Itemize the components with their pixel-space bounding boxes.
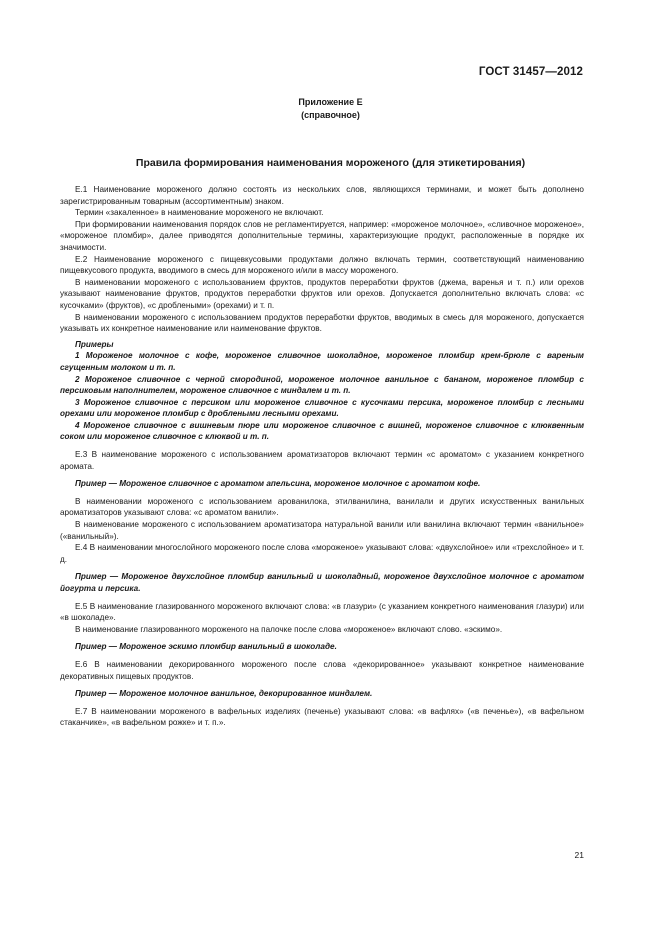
paragraph-e3: Е.3 В наименование мороженого с использованием ароматизаторов включают термин «с ароматом» с указанием конкретного аромата. [60,450,584,471]
example-item: 1 Мороженое молочное с кофе, мороженое сливочное шоколадное, мороженое пломбир крем-брюле с вареным сгущенным молоком и т. п. [60,351,584,372]
paragraph-e5: Е.5 В наименование глазированного мороженого включают слова: «в глазури» (с указанием конкретного наименования глазури) или «в шоколаде». [60,601,584,623]
standard-number: ГОСТ 31457—2012 [478,66,583,78]
page-number: 21 [574,850,584,860]
paragraph-e7: Е.7 В наименовании мороженого в вафельных изделиях (печенье) указывают слова: «в вафлях» («в печенье»), «в вафельном стаканчике», «в вафельном рожке» и т. п.». [60,706,584,728]
appendix-subtitle: (справочное) [301,110,360,120]
paragraph-e2: Е.2 Наименование мороженого с пищевкусовыми продуктами должно включать термин, соответствующий наименованию пищевкусового продукта, вводимого в смесь для мороженого и/или в массу мороженого. [60,254,584,276]
example-note: Пример — Мороженое двухслойное пломбир ванильный и шоколадный, мороженое двухслойное молочное с ароматом йогурта и персика. [60,572,584,593]
example-item: 2 Мороженое сливочное с черной смородиной, мороженое молочное ванильное с бананом, мороженое пломбир с персиковым наполнителем, мороженое сливочное с миндалем и т. п. [60,374,584,396]
example-item: 3 Мороженое сливочное с персиком или мороженое сливочное с кусочками персика, мороженое пломбир с лесными орехами или мороженое пломбир с дроблеными лесными орехами. [60,397,584,419]
paragraph: Термин «закаленное» в наименование мороженого не включают. [75,208,324,218]
example-note: Пример — Мороженое сливочное с ароматом апельсина, мороженое молочное с ароматом кофе. [75,479,481,489]
section-title: Правила формирования наименования мороженого (для этикетирования) [135,157,526,169]
appendix-title: Приложение Е [298,97,363,107]
example-note: Пример — Мороженое молочное ванильное, декорированное миндалем. [75,689,373,699]
paragraph-e6: Е.6 В наименовании декорированного мороженого после слова «декорированное» указывают конкретное наименование декоративных пищевых продуктов. [60,659,584,681]
paragraph: В наименовании мороженого с использованием продуктов переработки фруктов, вводимых в смесь для мороженого, допускается указывать их конкретное наименование или наименование фруктов. [60,312,584,334]
paragraph: В наименовании мороженого с использованием фруктов, продуктов переработки фруктов (джема, варенья и т. п.) или орехов указывают наименование фруктов, продуктов переработки фруктов или орехов. Допускается дополнительно включать слова: «с кусочками» (фруктов), «с дроблеными» (орехами) и т. п. [60,277,584,310]
examples-heading: Примеры [75,339,114,349]
paragraph-e1: Е.1 Наименование мороженого должно состоять из нескольких слов, являющихся терминами, и может быть дополнено зарегистрированным товарным (ассортиментным) знаком. [60,185,584,206]
paragraph: В наименование глазированного мороженого на палочке после слова «мороженое» включают слово. «эскимо». [75,624,503,634]
paragraph: В наименование мороженого с использованием ароматизатора натуральной ванили или ванилина включают термин «ванильное» («ванильный»). [60,520,584,541]
paragraph: В наименовании мороженого с использованием арованилока, этилванилина, ванилали и других искусственных ванильных ароматизаторов указывают слова: «с ароматом ванили». [60,496,584,518]
appendix-heading [0,96,661,122]
paragraph-e4: Е.4 В наименовании многослойного мороженого после слова «мороженое» указывают слова: «двухслойное» или «трехслойное» и т. д. [60,543,584,564]
paragraph: При формировании наименования порядок слов не регламентируется, например: «мороженое молочное», «сливочное мороженое», «мороженое пломбир», далее приводятся дополнительные термины, характеризующие продукт, расположенные в порядке их значимости. [60,219,584,252]
document-body [60,184,584,729]
example-note: Пример — Мороженое эскимо пломбир ванильный в шоколаде. [75,642,337,652]
example-item: 4 Мороженое сливочное с вишневым пюре или мороженое сливочное с вишней, мороженое сливочное с клюквенным соком или мороженое сливочное с клюквой и т. п. [60,420,584,442]
